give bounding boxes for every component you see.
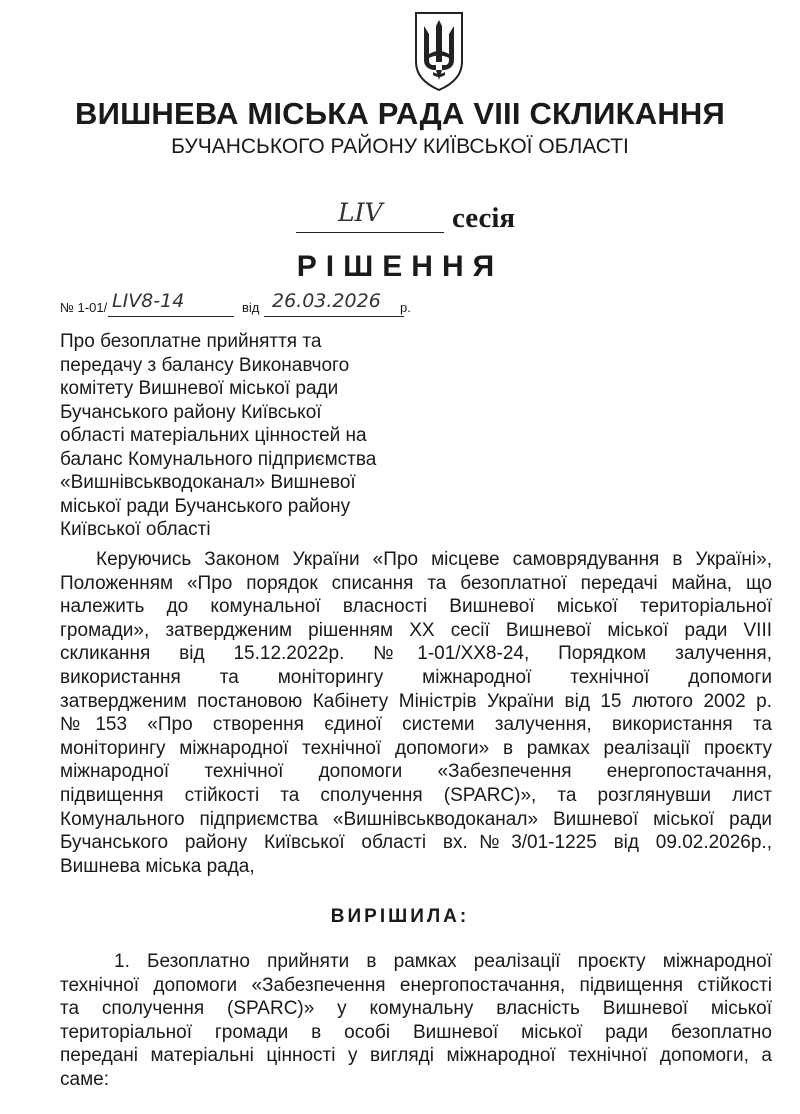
preamble-line: моніторингу міжнародної технічної допомоги» в рамках реалізації проєкту [60,737,772,759]
subject-line: області матеріальних цінностей на [60,425,367,446]
decision-number-prefix: № 1-01/ [60,300,108,315]
preamble-line: №153 «Про створення єдиної системи залучення, використання та [60,714,772,736]
session-number-handwritten: LIV [338,198,383,227]
date-prefix: від [242,300,260,315]
session-word: сесія [452,202,516,234]
decision-number-handwritten: LIV8-14 [112,290,185,312]
preamble-line: підвищення стійкості та сполучення (SPARC)», та розглянувши лист [60,784,772,806]
item-1-line: та сполучення (SPARC)» у комунальну власність Вишневої міської [60,998,772,1020]
item-1-line: територіальної громади в особі Вишневої міської ради безоплатно [60,1021,772,1043]
subject-line: передачу з балансу Виконавчого [60,354,350,376]
preamble-line: Керуючись Законом України «Про місцеве самоврядування в Україні», [96,549,772,570]
subject-line: комітету Вишневої міської ради [60,378,339,399]
subject-line: Про безоплатне прийняття та [60,331,322,352]
preamble-line: Вишнева міська рада, [60,855,255,877]
decision-title: РІШЕННЯ [296,250,504,283]
subject-line: «Вишнівськводоканал» Вишневої [60,472,356,493]
preamble-line: скликання від 15.12.2022р. №1-01/XX8-24, Порядком залучення, [60,643,772,665]
item-1-line: передані матеріальні цінності у вигляді міжнародної технічної допомоги, а [60,1045,772,1067]
session-line [296,200,536,236]
council-district: БУЧАНСЬКОГО РАЙОНУ КИЇВСЬКОЇ ОБЛАСТІ [171,135,629,158]
subject-line: Київської області [60,519,211,540]
decision-subject [60,330,402,542]
preamble-line: використання та моніторингу міжнародної технічної допомоги [60,666,772,688]
date-underline [264,316,404,317]
decision-date-handwritten: 26.03.2026 [272,290,381,312]
number-underline [108,316,234,317]
preamble-paragraph [60,548,772,878]
preamble-line: міжнародної технічної допомоги «Забезпечення енергопостачання, [60,761,772,783]
subject-line: баланс Комунального підприємства [60,448,377,470]
preamble-line: затвердженим постановою Кабінету Міністрів України від 15 лютого 2002 р. [60,690,772,712]
preamble-line: Положенням «Про порядок списання та безоплатної передачі майна, що [60,572,772,594]
item-1-line: технічної допомоги «Забезпечення енергопостачання, підвищення стійкості [60,974,772,996]
council-title: ВИШНЕВА МІСЬКА РАДА VIII СКЛИКАННЯ [75,96,725,131]
preamble-line: належить до комунальної власності Вишневої міської територіальної [60,596,772,618]
resolved-heading: ВИРІШИЛА: [330,906,470,927]
item-1-line: 1. Безоплатно прийняти в рамках реалізації проєкту міжнародної [114,951,772,972]
subject-line: Бучанського району Київської [60,401,322,423]
date-suffix: р. [400,300,411,315]
preamble-line: Комунального підприємства «Вишнівськводоканал» Вишневої міської ради [60,808,772,830]
subject-line: міської ради Бучанського району [60,495,351,517]
preamble-line: Бучанського району Київської області вх.№3/01-1225 від 09.02.2026р., [60,832,772,854]
decision-number-line [60,290,460,320]
item-1-line: саме: [60,1068,109,1090]
item-1-paragraph [60,950,772,1092]
preamble-line: громади», затвердженим рішенням ХХ сесії Вишневої міської ради VIII [60,619,772,641]
coat-of-arms-icon [413,10,465,92]
